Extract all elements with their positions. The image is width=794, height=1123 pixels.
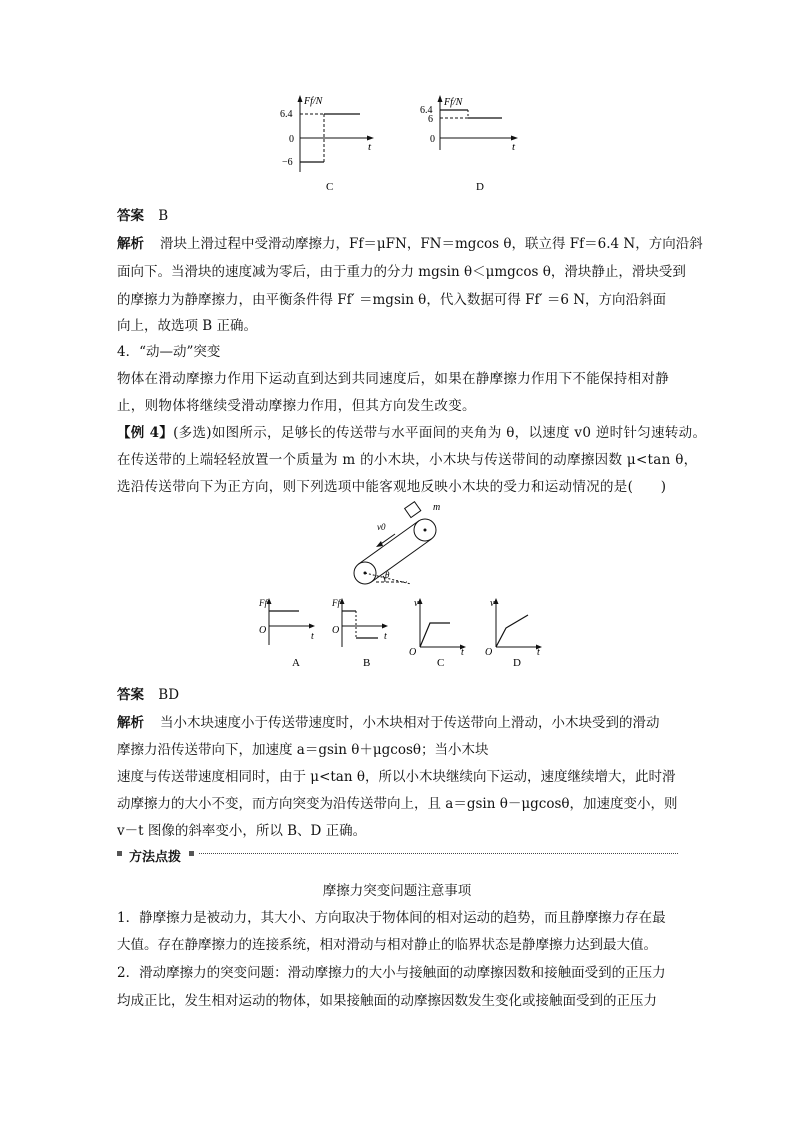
figure-d-tick-zero: 0 [430, 134, 435, 145]
analysis-2-line: 当小木块速度小于传送带速度时，小木块相对于传送带向上滑动，小木块受到的滑动 [160, 715, 660, 731]
figure-d-y-label: Ff/N [444, 97, 463, 108]
option-d-origin: O [485, 647, 493, 658]
belt-block-label: m [433, 502, 441, 513]
answer-1-value: B [158, 208, 169, 224]
option-a-x-label: t [311, 631, 314, 642]
analysis-1-label: 解析 [117, 236, 144, 252]
answer-1 [117, 204, 168, 224]
option-b-x-label: t [384, 631, 387, 642]
example-4-line: 在传送带的上端轻轻放置一个质量为 m 的小木块，小木块与传送带间的动摩擦因数 μ<tan θ， [117, 452, 698, 468]
section-4-heading: 4．“动—动”突变 [117, 344, 221, 360]
figure-c [270, 92, 390, 192]
banner-dot-icon [189, 851, 194, 856]
analysis-1-line: 面向下。当滑块的速度减为零后，由于重力的分力 mgsin θ＜μmgcos θ，滑块静止，滑块受到 [117, 264, 686, 280]
answer-2 [117, 683, 179, 703]
figure-d [420, 92, 540, 192]
analysis-2-line: 摩擦力沿传送带向下，加速度 a＝gsin θ＋μgcosθ；当小木块 [117, 742, 489, 758]
figure-d-caption: D [476, 181, 484, 192]
method-line: 大值。存在静摩擦力的连接系统，相对滑动与相对静止的临界状态是静摩擦力达到最大值。 [117, 937, 657, 953]
option-graph-c [406, 595, 476, 670]
option-d-x-label: t [537, 647, 540, 658]
method-line: 2．滑动摩擦力的突变问题：滑动摩擦力的大小与接触面的动摩擦因数和接触面受到的正压力 [117, 965, 666, 981]
option-c-x-label: t [461, 647, 464, 658]
section-4-line: 物体在滑动摩擦力作用下运动直到达到共同速度后，如果在静摩擦力作用下不能保持相对静 [117, 371, 669, 387]
option-a-y-label: Ff [259, 598, 267, 608]
example-4-line: 选沿传送带向下为正方向，则下列选项中能客观地反映小木块的受力和运动情况的是( ) [117, 479, 667, 495]
method-banner-title: 方法点拨 [129, 850, 182, 865]
figure-d-tick-top: 6.4 [420, 105, 433, 116]
option-c-origin: O [409, 647, 417, 658]
option-b-origin: O [332, 625, 340, 636]
analysis-1-line: 的摩擦力为静摩擦力，由平衡条件得 Ff′ ＝mgsin θ，代入数据可得 Ff′ ＝6 N，方向沿斜面 [117, 292, 667, 308]
figure-c-tick-top: 6.4 [280, 109, 293, 120]
option-b-y-label: Ff [332, 598, 340, 608]
section-4-line: 止，则物体将继续受滑动摩擦力作用，但其方向发生改变。 [117, 398, 476, 414]
figure-d-tick-mid: 6 [428, 114, 433, 125]
method-title: 摩擦力突变问题注意事项 [322, 883, 472, 899]
figure-c-x-label: t [368, 141, 372, 153]
option-d-caption: D [513, 657, 521, 669]
answer-1-label: 答案 [117, 208, 144, 224]
example-4-tag: 【例 4】 [117, 425, 174, 441]
option-d-y-label: v [490, 598, 495, 609]
analysis-2-line: v－t 图像的斜率变小，所以 B、D 正确。 [117, 823, 367, 839]
example-4-text: (多选)如图所示，足够长的传送带与水平面间的夹角为 θ，以速度 v0 逆时针匀速转动。 [173, 425, 707, 441]
figure-c-y-label: Ff/N [304, 96, 323, 107]
banner-rule [199, 853, 678, 854]
example-4-line [117, 421, 706, 441]
option-graph-b [328, 595, 398, 670]
method-line: 1．静摩擦力是被动力，其大小、方向取决于物体间的相对运动的趋势，而且静摩擦力存在最 [117, 910, 666, 926]
analysis-2-line: 动摩擦力的大小不变，而方向突变为沿传送带向上，且 a＝gsin θ－μgcosθ，加速度变小，则 [117, 796, 678, 812]
answer-2-value: BD [158, 687, 180, 703]
option-a-caption: A [292, 657, 300, 669]
method-line: 均成正比，发生相对运动的物体，如果接触面的动摩擦因数发生变化或接触面受到的正压力 [117, 993, 657, 1009]
figure-d-x-label: t [512, 141, 516, 153]
option-b-caption: B [363, 657, 371, 669]
option-a-origin: O [259, 625, 267, 636]
belt-speed-label: v0 [377, 522, 386, 532]
analysis-2-label: 解析 [117, 715, 144, 731]
figure-c-caption: C [326, 181, 334, 192]
analysis-1-line: 向上，故选项 B 正确。 [117, 318, 258, 334]
belt-angle-label: θ [385, 570, 390, 580]
answer-2-label: 答案 [117, 687, 144, 703]
figure-c-tick-neg: −6 [282, 157, 293, 168]
analysis-2-line: 速度与传送带速度相同时，由于 μ<tan θ，所以小木块继续向下运动，速度继续增大，此时滑 [117, 769, 676, 785]
conveyor-belt-figure [345, 500, 455, 590]
analysis-1-line: 滑块上滑过程中受滑动摩擦力，Ff＝μFN，FN＝mgcos θ，联立得 Ff＝6.4 N，方向沿斜 [160, 236, 703, 252]
option-graph-a [255, 595, 325, 670]
option-c-y-label: v [414, 598, 419, 609]
banner-dot-icon [117, 851, 122, 856]
option-c-caption: C [437, 657, 445, 669]
method-banner [117, 846, 678, 865]
figure-c-tick-zero: 0 [289, 134, 294, 145]
option-graph-d [482, 595, 552, 670]
